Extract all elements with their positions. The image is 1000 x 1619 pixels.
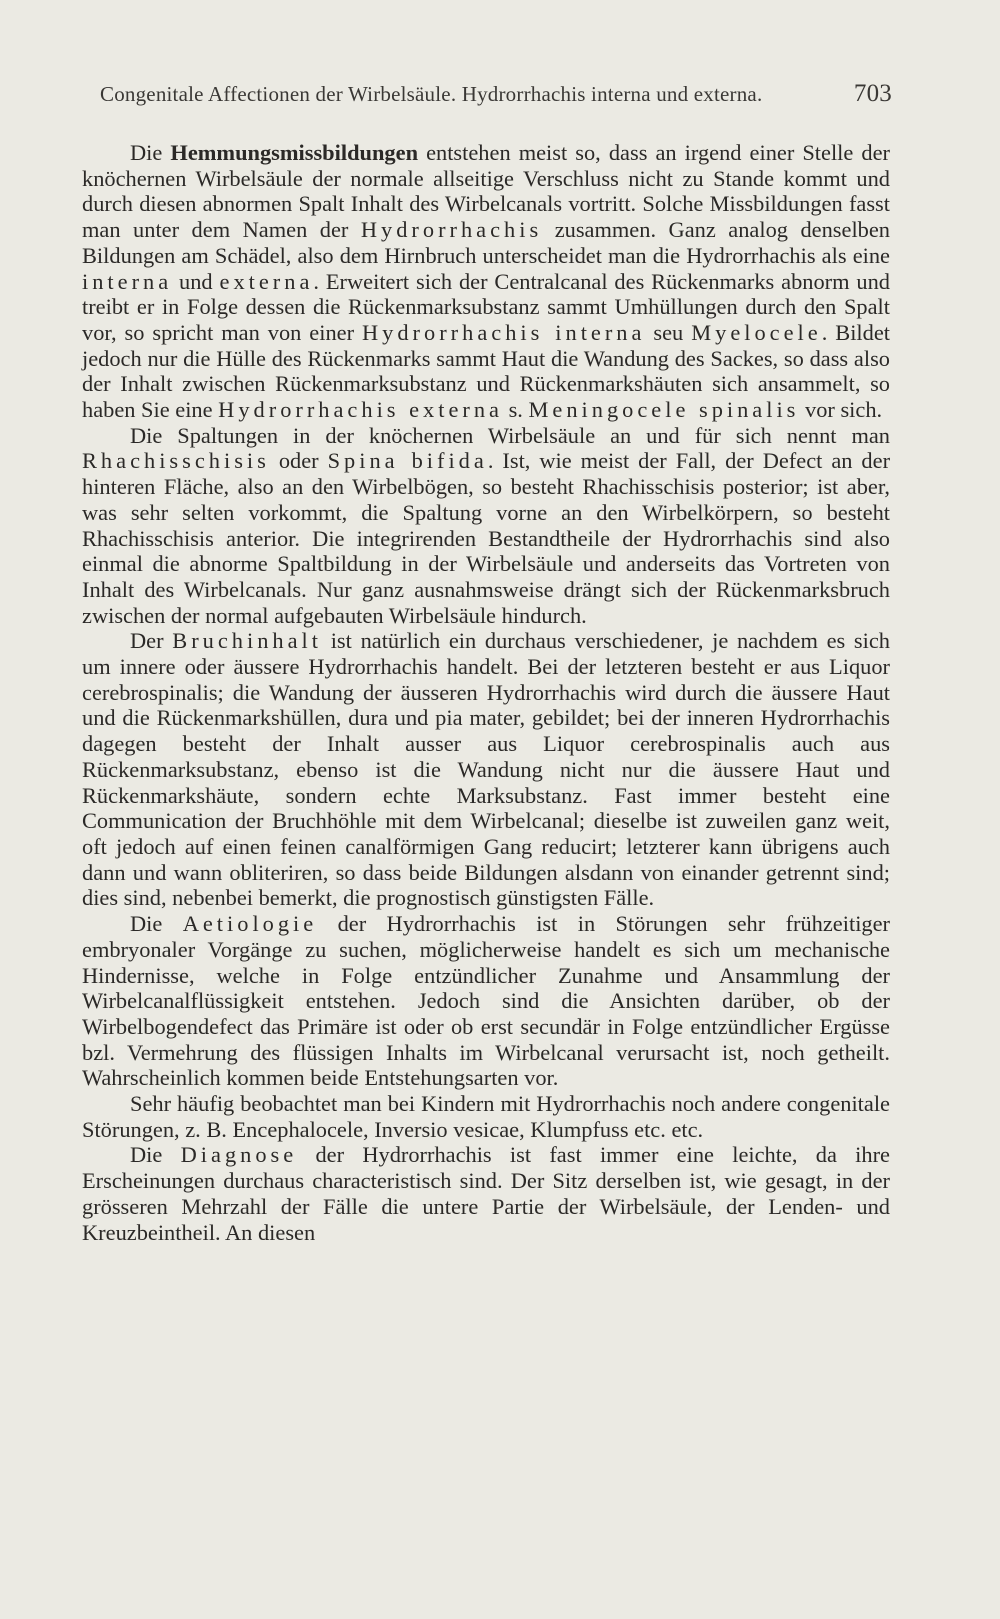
text-run: seu bbox=[645, 319, 692, 345]
spaced-term: Hydrorrhachis externa bbox=[218, 397, 503, 423]
paragraph bbox=[82, 628, 890, 911]
text-run: Die bbox=[130, 1142, 181, 1168]
text-run: Die Spaltungen in der knöchernen Wirbelsäule an und für sich nennt man bbox=[130, 422, 890, 448]
text-run: s. bbox=[502, 397, 529, 423]
spaced-term: Hydrorrhachis bbox=[360, 217, 543, 243]
text-run: Die bbox=[130, 911, 183, 937]
body-text bbox=[82, 140, 890, 1245]
spaced-term: Spina bifida bbox=[327, 448, 488, 474]
text-run: Der bbox=[130, 628, 173, 654]
text-run: vor sich. bbox=[799, 397, 883, 423]
spaced-term: Aetiologie bbox=[182, 911, 318, 937]
paragraph bbox=[82, 911, 890, 1091]
spaced-term: Myelocele bbox=[691, 319, 822, 345]
spaced-term: Diagnose bbox=[180, 1142, 298, 1168]
text-run: oder bbox=[269, 448, 328, 474]
paragraph bbox=[82, 140, 890, 423]
text-run: Die bbox=[130, 140, 171, 165]
text-run: der Hydrorrhachis ist fast immer eine leichte, da ihre Erscheinungen durchaus characteristisch sind. Der Sitz derselben ist, wie gesagt, in der grösseren Mehrzahl der Fälle die untere Partie der Wirbelsäule, der Lenden- und Kreuzbeintheil. An diesen bbox=[82, 1142, 890, 1245]
spaced-term: Rhachisschisis bbox=[82, 448, 270, 474]
spaced-term: Hydrorrhachis interna bbox=[362, 319, 646, 345]
spaced-term: Meningocele spinalis bbox=[528, 397, 800, 423]
text-run: Sehr häufig beobachtet man bei Kindern mit Hydrorrhachis noch andere congenitale Störungen, z. B. Encephalocele, Inversio vesicae, Klumpfuss etc. etc. bbox=[82, 1091, 890, 1142]
running-title: Congenitale Affectionen der Wirbelsäule. Hydrorrhachis interna und externa. bbox=[100, 82, 763, 106]
spaced-term: interna bbox=[82, 268, 173, 294]
text-run: entstehen meist so, dass an irgend einer Stelle der knöchernen Wirbelsäule der normale allseitige Verschluss nicht zu Stande kommt und durch diesen abnormen Spalt Inhalt des Wirbelcanals vortritt. Solche Missbildungen fasst man unter dem Namen der bbox=[82, 140, 890, 243]
paragraph bbox=[82, 423, 890, 629]
spaced-term: externa bbox=[219, 268, 314, 294]
text-run: . Bildet jedoch nur die Hülle des Rückenmarks sammt Haut die Wandung des Sackes, so dass also der Inhalt zwischen Rückenmarksubstanz und Rückenmarkshäuten sich ansammelt, so haben Sie eine bbox=[82, 319, 890, 423]
text-run: . Ist, wie meist der Fall, der Defect an der hinteren Fläche, also an den Wirbelbögen, so besteht Rhachisschisis posterior; ist aber, was sehr selten vorkommt, die Spaltung vorne an den Wirbelkörpern, so besteht Rhachisschisis anterior. Die integrirenden Bestandtheile der Hydrorrhachis sind also einmal die abnorme Spaltbildung in der Wirbelsäule und anderseits das Vortreten von Inhalt des Wirbelcanals. Nur ganz ausnahmsweise drängt sich der Rückenmarksbruch zwischen der normal aufgebauten Wirbelsäule hindurch. bbox=[82, 448, 891, 628]
text-run: und bbox=[172, 268, 220, 294]
text-run: ist natürlich ein durchaus verschiedener, je nachdem es sich um innere oder äussere Hydrorrhachis handelt. Bei der letzteren besteht er aus Liquor cerebrospinalis; die Wandung der äusseren Hydrorrhachis wird durch die äussere Haut und die Rückenmarkshüllen, dura und pia mater, gebildet; bei der inneren Hydrorrhachis dagegen besteht der Inhalt ausser aus Liquor cerebrospinalis auch aus Rückenmarksubstanz, ebenso ist die Wandung nicht nur die äussere Haut und Rückenmarkshäute, sondern echte Marksubstanz. Fast immer besteht eine Communication der Bruchhöhle mit dem Wirbelcanal; dieselbe ist zuweilen ganz weit, oft jedoch auf einen feinen canalförmigen Gang reducirt; letzterer kann übrigens auch dann und wann obliteriren, so dass beide Bildungen alsdann von einander getrennt sind; dies sind, nebenbei bemerkt, die prognostisch günstigsten Fälle. bbox=[82, 628, 890, 911]
paragraph bbox=[82, 1091, 890, 1142]
paragraph bbox=[82, 1142, 890, 1245]
page-number: 703 bbox=[853, 80, 892, 107]
text-run: der Hydrorrhachis ist in Störungen sehr frühzeitiger embryonaler Vorgänge zu suchen, möglicherweise handelt es sich um mechanische Hindernisse, welche in Folge entzündlicher Zunahme und Ansammlung der Wirbelcanalflüssigkeit entstehen. Jedoch sind die Ansichten darüber, ob der Wirbelbogendefect das Primäre ist oder ob erst secundär in Folge entzündlicher Ergüsse bzl. Vermehrung des flüssigen Inhalts im Wirbelcanal verursacht ist, noch getheilt. Wahrscheinlich kommen beide Entstehungsarten vor. bbox=[82, 911, 890, 1091]
running-header bbox=[100, 82, 900, 107]
spaced-term: Bruchinhalt bbox=[172, 628, 322, 654]
bold-term: Hemmungsmissbildungen bbox=[170, 140, 419, 165]
text-run: zusammen. Ganz analog denselben Bildungen am Schädel, also dem Hirnbruch unterscheidet man die Hydrorrhachis als eine bbox=[82, 217, 890, 268]
text-run: . Erweitert sich der Centralcanal des Rückenmarks abnorm und treibt er in Folge dessen die Rückenmarksubstanz sammt Umhüllungen durch den Spalt vor, so spricht man von einer bbox=[82, 268, 890, 345]
